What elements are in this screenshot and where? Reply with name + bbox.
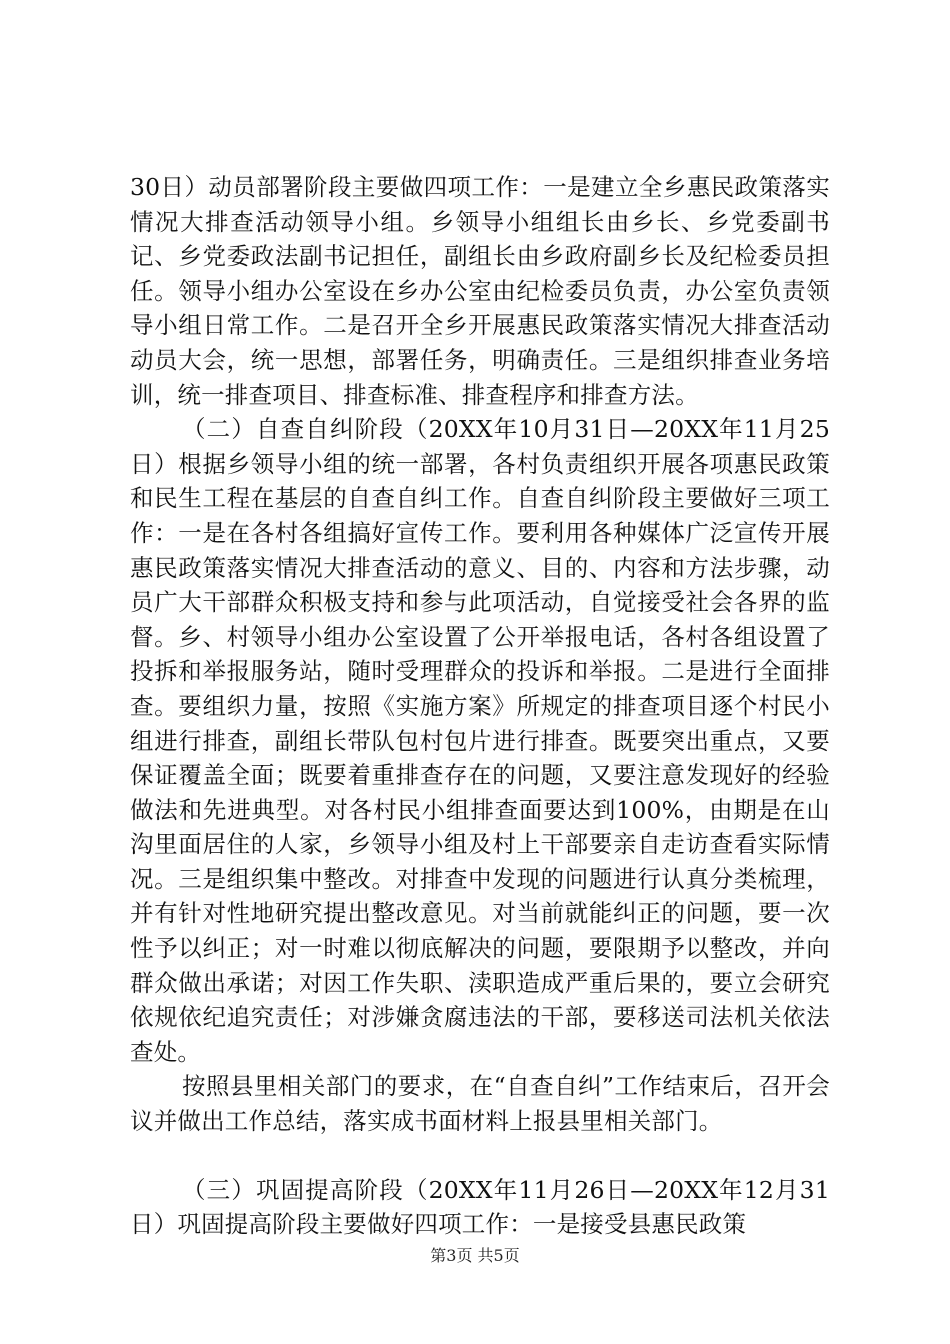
paragraph-consolidation-stage: （三）巩固提高阶段（20XX年11月26日—20XX年12月31日）巩固提高阶段主要做好四项工作：一是接受县惠民政策	[130, 1175, 830, 1239]
paragraph-summary-report: 按照县里相关部门的要求，在“自查自纠”工作结束后，召开会议并做出工作总结，落实成书面材料上报县里相关部门。	[130, 1072, 830, 1136]
paragraph-self-inspection-stage: （二）自查自纠阶段（20XX年10月31日—20XX年11月25日）根据乡领导小组的统一部署，各村负责组织开展各项惠民政策和民生工程在基层的自查自纠工作。自查自纠阶段主要做好三项工作：一是在各村各组搞好宣传工作。要利用各种媒体广泛宣传开展惠民政策落实情况大排查活动的意义、目的、内容和方法步骤，动员广大干部群众积极支持和参与此项活动，自觉接受社会各界的监督。乡、村领导小组办公室设置了公开举报电话，各村各组设置了投拆和举报服务站，随时受理群众的投诉和举报。二是进行全面排查。要组织力量，按照《实施方案》所规定的排查项目逐个村民小组进行排查，副组长带队包村包片进行排查。既要突出重点，又要保证覆盖全面；既要着重排查存在的问题，又要注意发现好的经验做法和先进典型。对各村民小组排查面要达到100%，由期是在山沟里面居住的人家，乡领导小组及村上干部要亲自走访查看实际情况。三是组织集中整改。对排查中发现的问题进行认真分类梳理，并有针对性地研究提出整改意见。对当前就能纠正的问题，要一次性予以纠正；对一时难以彻底解决的问题，要限期予以整改，并向群众做出承诺；对因工作失职、渎职造成严重后果的，要立会研究依规依纪追究责任；对涉嫌贪腐违法的干部，要移送司法机关依法查处。	[130, 415, 830, 1066]
paragraph-mobilization-stage: 30日）动员部署阶段主要做四项工作：一是建立全乡惠民政策落实情况大排查活动领导小组。乡领导小组组长由乡长、乡党委副书记、乡党委政法副书记担任，副组长由乡政府副乡长及纪检委员担任。领导小组办公室设在乡办公室由纪检委员负责，办公室负责领导小组日常工作。二是召开全乡开展惠民政策落实情况大排查活动动员大会，统一思想，部署任务，明确责任。三是组织排查业务培训，统一排查项目、排查标准、排查程序和排查方法。	[130, 173, 830, 409]
page-number-footer: 第3页 共5页	[430, 1246, 520, 1265]
paragraph-spacer	[130, 1139, 830, 1173]
document-body	[130, 170, 830, 1242]
